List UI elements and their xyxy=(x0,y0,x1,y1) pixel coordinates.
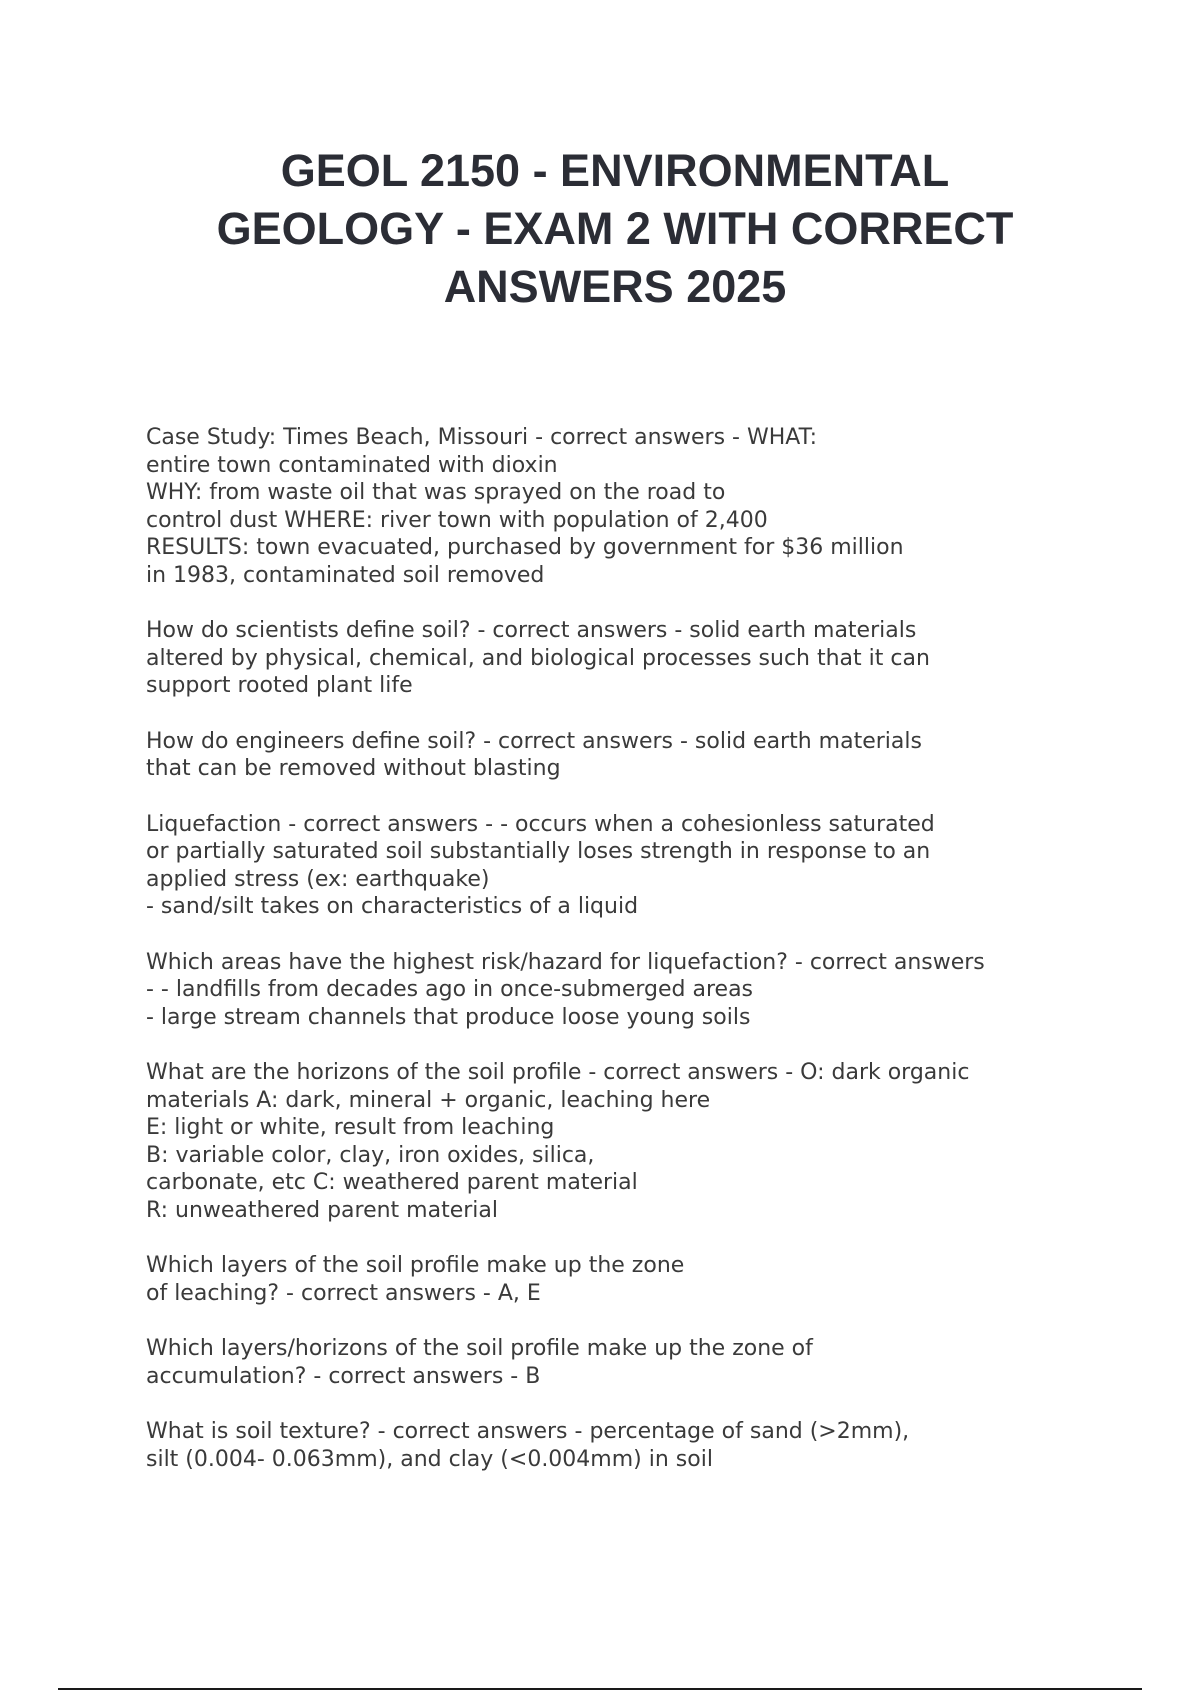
qa-line: WHY: from waste oil that was sprayed on the road to xyxy=(146,480,726,505)
qa-line: R: unweathered parent material xyxy=(146,1197,498,1223)
title-line: GEOL 2150 - ENVIRONMENTAL xyxy=(280,145,950,196)
qa-line: accumulation? - correct answers - B xyxy=(146,1363,541,1389)
qa-line: Which layers/horizons of the soil profile make up the zone of xyxy=(146,1336,813,1361)
qa-line: - sand/silt takes on characteristics of a liquid xyxy=(146,894,639,919)
qa-line: - large stream channels that produce loose young soils xyxy=(146,1004,751,1030)
qa-line: support rooted plant life xyxy=(146,673,413,698)
page-title xyxy=(120,142,1110,316)
qa-item-scientists-soil xyxy=(146,617,1096,700)
footer-divider xyxy=(58,1688,1142,1690)
qa-line: How do engineers define soil? - correct answers - solid earth materials xyxy=(146,728,922,754)
qa-line: What are the horizons of the soil profile - correct answers - O: dark organic xyxy=(146,1060,970,1085)
qa-line: - - landfills from decades ago in once-submerged areas xyxy=(146,977,754,1002)
qa-item-times-beach xyxy=(146,424,1096,589)
qa-line: altered by physical, chemical, and biological processes such that it can xyxy=(146,645,930,671)
qa-item-engineers-soil xyxy=(146,728,1096,783)
qa-line: that can be removed without blasting xyxy=(146,756,561,781)
qa-line: control dust WHERE: river town with population of 2,400 xyxy=(146,507,768,533)
title-line: ANSWERS 2025 xyxy=(443,261,787,312)
qa-line: Which layers of the soil profile make up the zone xyxy=(146,1253,685,1278)
qa-line: or partially saturated soil substantially loses strength in response to an xyxy=(146,839,931,864)
qa-line: Liquefaction - correct answers - - occurs when a cohesionless saturated xyxy=(146,811,935,837)
qa-line: materials A: dark, mineral + organic, leaching here xyxy=(146,1087,711,1113)
qa-item-liquefaction xyxy=(146,811,1096,921)
qa-line: B: variable color, clay, iron oxides, silica, xyxy=(146,1142,595,1168)
qa-line: Which areas have the highest risk/hazard for liquefaction? - correct answers xyxy=(146,949,985,975)
qa-line: silt (0.004- 0.063mm), and clay (<0.004mm) in soil xyxy=(146,1446,713,1472)
qa-item-zone-of-accumulation xyxy=(146,1335,1096,1390)
qa-line: What is soil texture? - correct answers - percentage of sand (>2mm), xyxy=(146,1419,910,1444)
qa-line: entire town contaminated with dioxin xyxy=(146,452,558,478)
qa-line: of leaching? - correct answers - A, E xyxy=(146,1280,541,1306)
title-line: GEOLOGY - EXAM 2 WITH CORRECT xyxy=(216,203,1014,254)
qa-line: How do scientists define soil? - correct answers - solid earth materials xyxy=(146,618,917,643)
qa-item-zone-of-leaching xyxy=(146,1252,1096,1307)
qa-item-soil-horizons xyxy=(146,1059,1096,1224)
qa-item-soil-texture xyxy=(146,1418,1096,1473)
qa-line: Case Study: Times Beach, Missouri - correct answers - WHAT: xyxy=(146,425,818,450)
qa-line: RESULTS: town evacuated, purchased by government for $36 million xyxy=(146,535,904,560)
qa-list xyxy=(146,424,1096,1501)
qa-line: E: light or white, result from leaching xyxy=(146,1115,555,1140)
qa-line: in 1983, contaminated soil removed xyxy=(146,562,545,588)
qa-line: applied stress (ex: earthquake) xyxy=(146,866,490,892)
qa-line: carbonate, etc C: weathered parent material xyxy=(146,1170,638,1195)
qa-item-liquefaction-risk xyxy=(146,949,1096,1032)
